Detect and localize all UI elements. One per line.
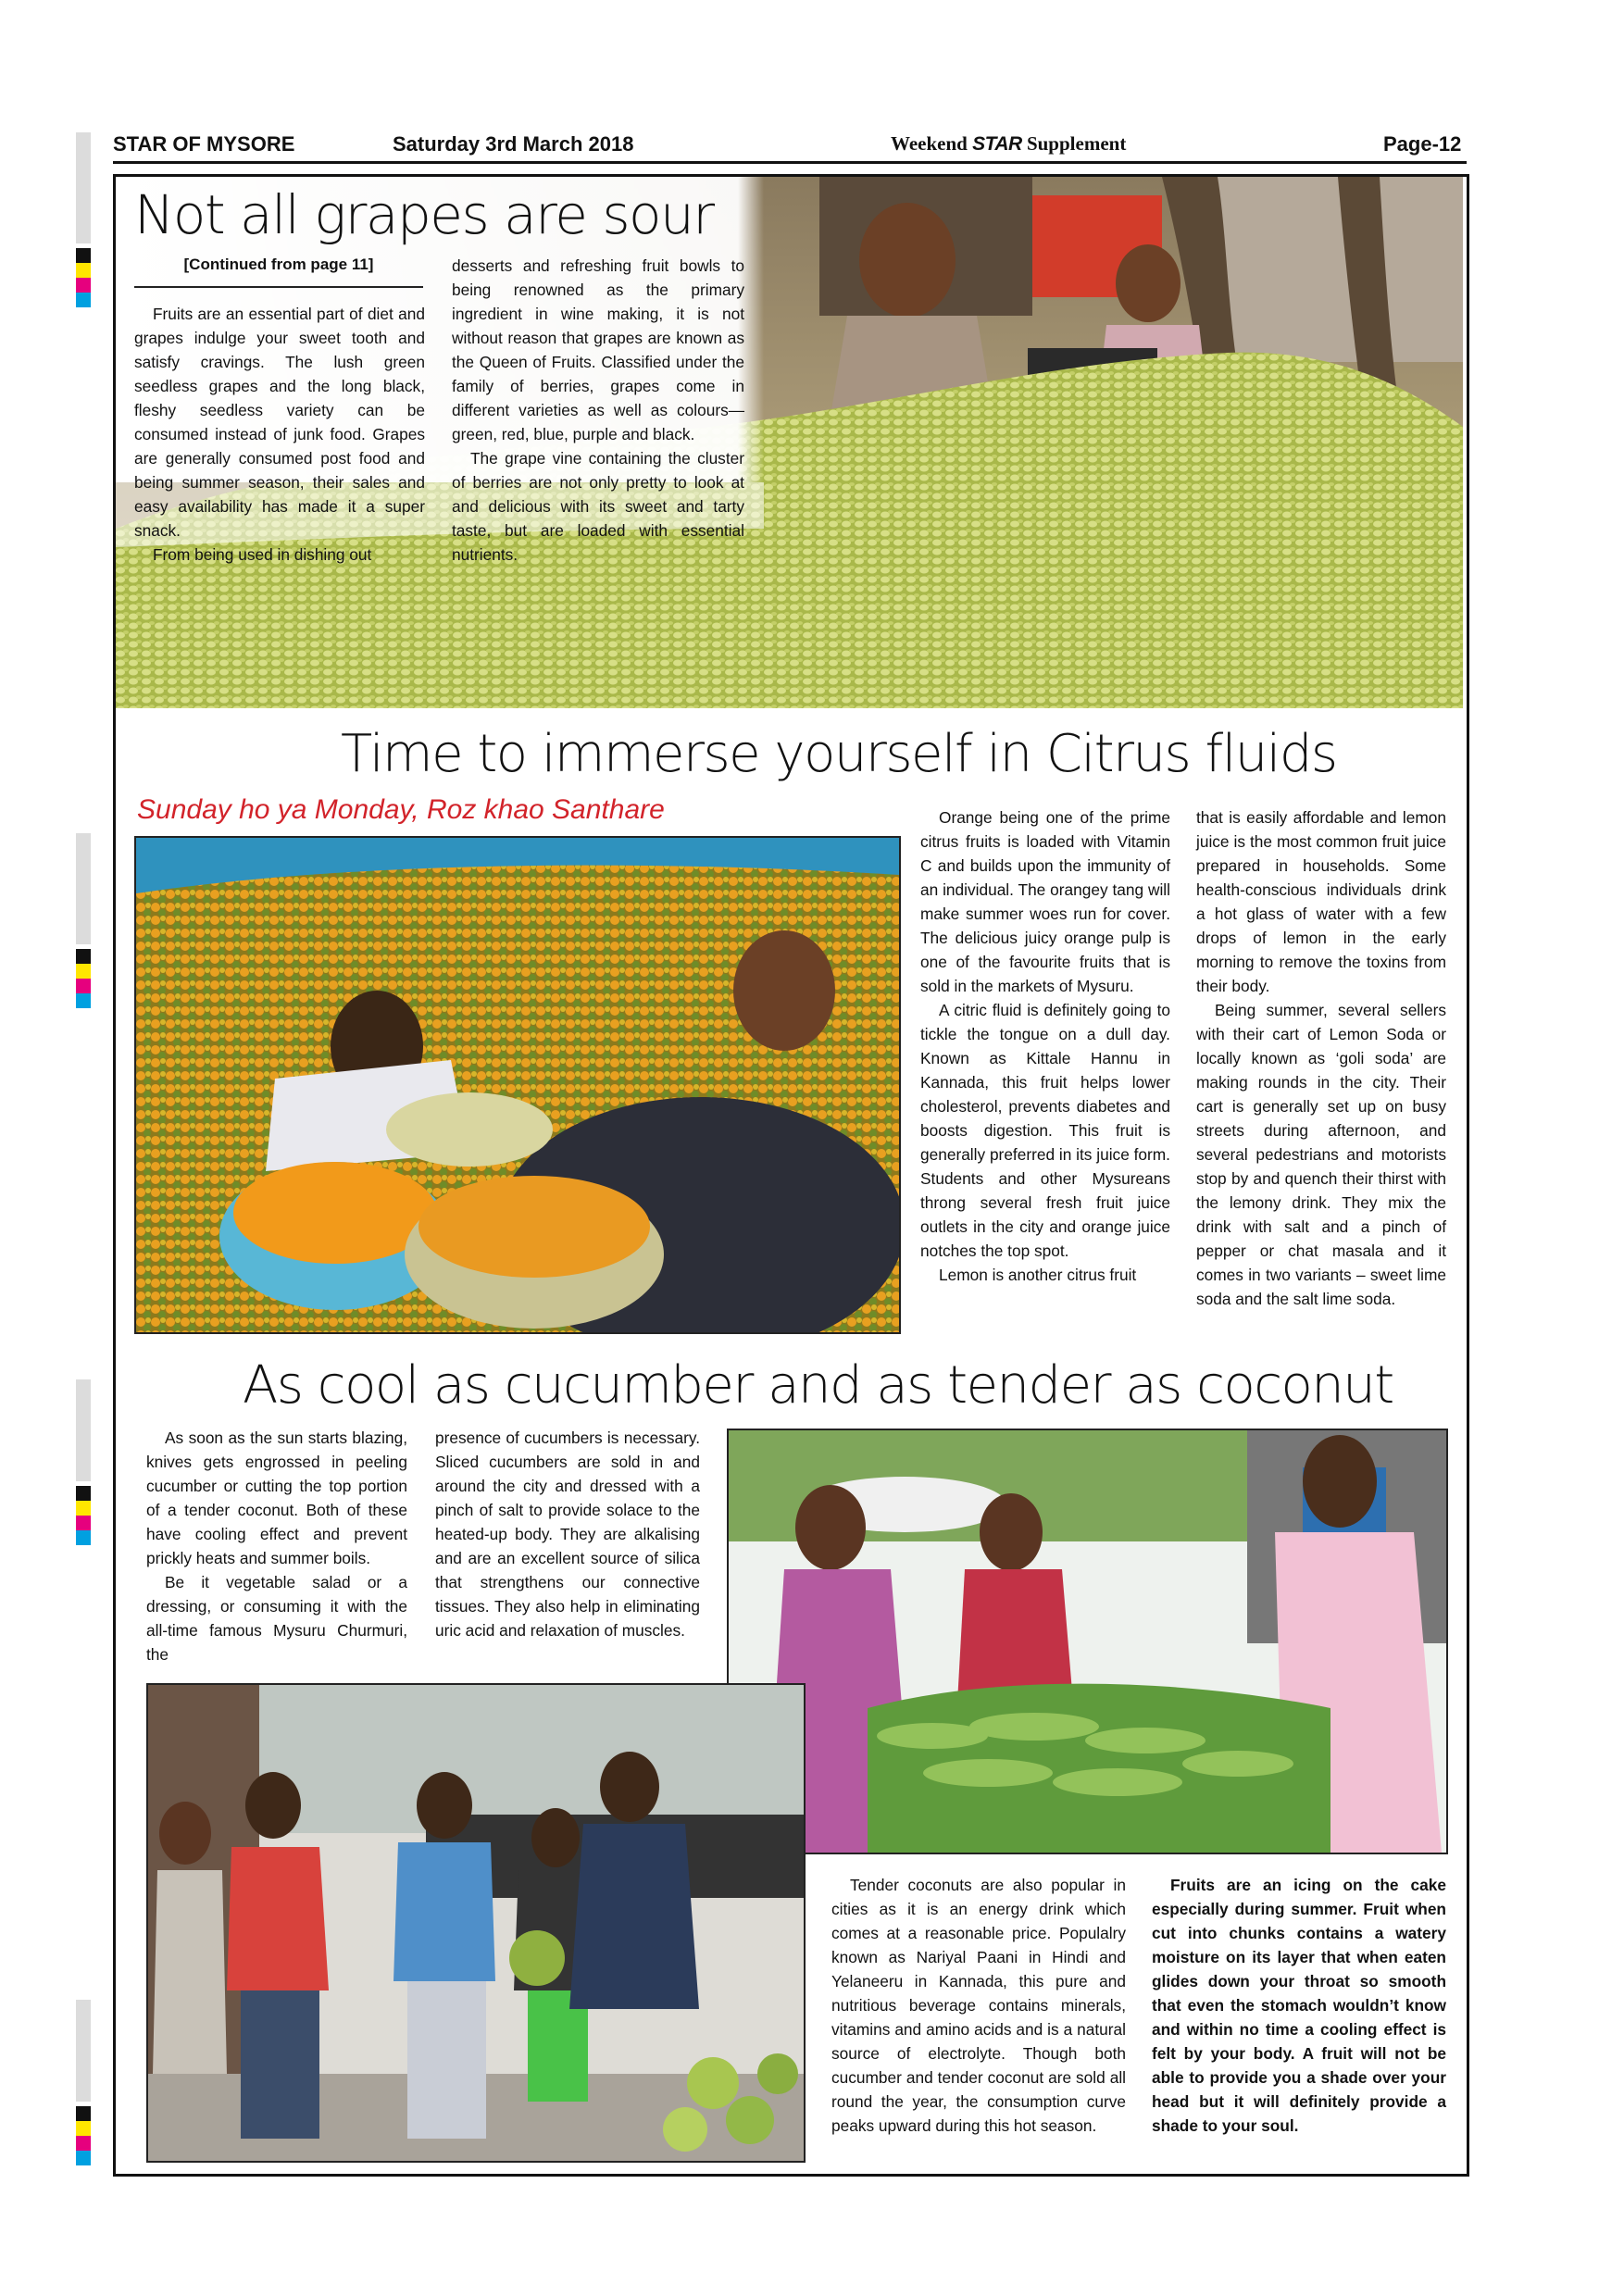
- cucumber-photo: [727, 1429, 1448, 1854]
- supplement-star: STAR: [972, 133, 1022, 155]
- paragraph: From being used in dishing out: [153, 545, 372, 564]
- paragraph: Tender coconuts are also popular in cities as it is an energy drink which comes at a reasonable price. Populalry known as Nariyal Paani in Hindi and Yelaneeru in Kannada, this pure and nutritious beverage contains minerals, vitamins and amino acids and is a natural source of electrolyte. Though both cucumber and tender coconut are sold all round the year, the consumption curve peaks upward during this hot season.: [831, 1876, 1126, 2135]
- cucumber-column-4: [1152, 1873, 1446, 2138]
- citrus-column-2: [1196, 805, 1446, 1311]
- supplement-title: [891, 132, 1126, 156]
- page-number: Page-12: [1383, 132, 1462, 156]
- cucumber-headline: As cool as cucumber and as tender as coconut: [243, 1355, 1393, 1416]
- paragraph: Lemon is another citrus fruit: [939, 1266, 1137, 1284]
- header-rule: [113, 161, 1467, 164]
- grapes-column-1: [134, 302, 425, 567]
- continued-rule: [134, 286, 423, 288]
- cucumber-column-3: [831, 1873, 1126, 2138]
- coconut-photo: [146, 1683, 806, 2163]
- registration-bar: [76, 132, 91, 243]
- paragraph: that is easily affordable and lemon juice is the most common fruit juice prepared in households. Some health-conscious individuals drink a hot glass of water with a few drops of lemon in the early morning to remove the toxins from their body.: [1196, 808, 1446, 995]
- citrus-headline: Time to immerse yourself in Citrus fluids: [341, 724, 1337, 784]
- registration-bar: [76, 2000, 91, 2102]
- issue-date: Saturday 3rd March 2018: [393, 132, 634, 156]
- paragraph: Be it vegetable salad or a dressing, or consuming it with the all-time famous Mysuru Churmuri, the: [146, 1573, 407, 1664]
- paragraph: The grape vine containing the cluster of berries are not only pretty to look at and delicious with its sweet and tarty taste, but are loaded with essential nutrients.: [452, 449, 744, 564]
- paragraph: presence of cucumbers is necessary. Sliced cucumbers are sold in and around the city and dressed with a pinch of salt to provide solace to the heated-up body. They are alkalising and are an excellent source of silica that strengthens our connective tissues. They also help in eliminating uric acid and relaxation of muscles.: [435, 1429, 700, 1640]
- paragraph: A citric fluid is definitely going to tickle the tongue on a dull day. Known as Kittale Hannu in Kannada, this fruit helps lower cholesterol, prevents diabetes and boosts digestion. This fruit is generally preferred in its juice form. Students and other Mysureans throng several fresh fruit juice outlets in the city and orange juice notches the top spot.: [920, 1001, 1170, 1260]
- paragraph: Orange being one of the prime citrus fruits is loaded with Vitamin C and builds upon the immunity of an individual. The orangey tang will make summer woes run for cover. The delicious juicy orange pulp is one of the favourite fruits that is sold in the markets of Mysuru.: [920, 808, 1170, 995]
- color-registration-mark: [76, 1486, 91, 1545]
- citrus-kicker: Sunday ho ya Monday, Roz khao Santhare: [137, 794, 665, 825]
- supplement-pre: Weekend: [891, 132, 968, 155]
- paragraph: Being summer, several sellers with their cart of Lemon Soda or locally known as ‘goli soda’ are making rounds in the city. Their cart is generally set up on busy streets during afternoon, and several pedestrians and motorists stop by and quench their thirst with the lemony drink. They mix the drink with salt and a pinch of pepper or chat masala and it comes in two variants – sweet lime soda and the salt lime soda.: [1196, 1001, 1446, 1308]
- paragraph: As soon as the sun starts blazing, knives gets engrossed in peeling cucumber or cutting the top portion of a tender coconut. Both of these have cooling effect and prevent prickly heats and summer boils.: [146, 1429, 407, 1567]
- oranges-photo: [134, 836, 901, 1334]
- grapes-headline: Not all grapes are sour: [134, 183, 714, 246]
- registration-bar: [76, 833, 91, 944]
- supplement-post: Supplement: [1026, 132, 1127, 155]
- registration-bar: [76, 1379, 91, 1481]
- citrus-column-1: [920, 805, 1170, 1287]
- cucumber-column-2: [435, 1426, 700, 1642]
- paragraph: desserts and refreshing fruit bowls to being renowned as the primary ingredient in wine making, it is not without reason that grapes are known as the Queen of Fruits. Classified under the family of berries, grapes come in different varieties as well as colours—green, red, blue, purple and black.: [452, 256, 744, 443]
- paragraph: Fruits are an essential part of diet and grapes indulge your sweet tooth and satisfy cravings. The lush green seedless grapes and the long black, fleshy seedless variety can be consumed instead of junk food. Grapes are generally consumed post food and being summer season, their sales and easy availability has made it a super snack.: [134, 305, 425, 540]
- paper-name: STAR OF MYSORE: [113, 132, 295, 156]
- continued-note: [Continued from page 11]: [183, 256, 374, 273]
- color-registration-mark: [76, 248, 91, 307]
- paragraph: Fruits are an icing on the cake especially during summer. Fruit when cut into chunks contains a watery moisture on its layer that when eaten glides down your throat so smooth that even the stomach wouldn’t know and within no time a cooling effect is felt by your body. A fruit will not be able to provide you a shade over your head but it will definitely provide a shade to your soul.: [1152, 1876, 1446, 2135]
- color-registration-mark: [76, 2106, 91, 2165]
- color-registration-mark: [76, 949, 91, 1008]
- cucumber-column-1: [146, 1426, 407, 1666]
- grapes-column-2: [452, 254, 744, 567]
